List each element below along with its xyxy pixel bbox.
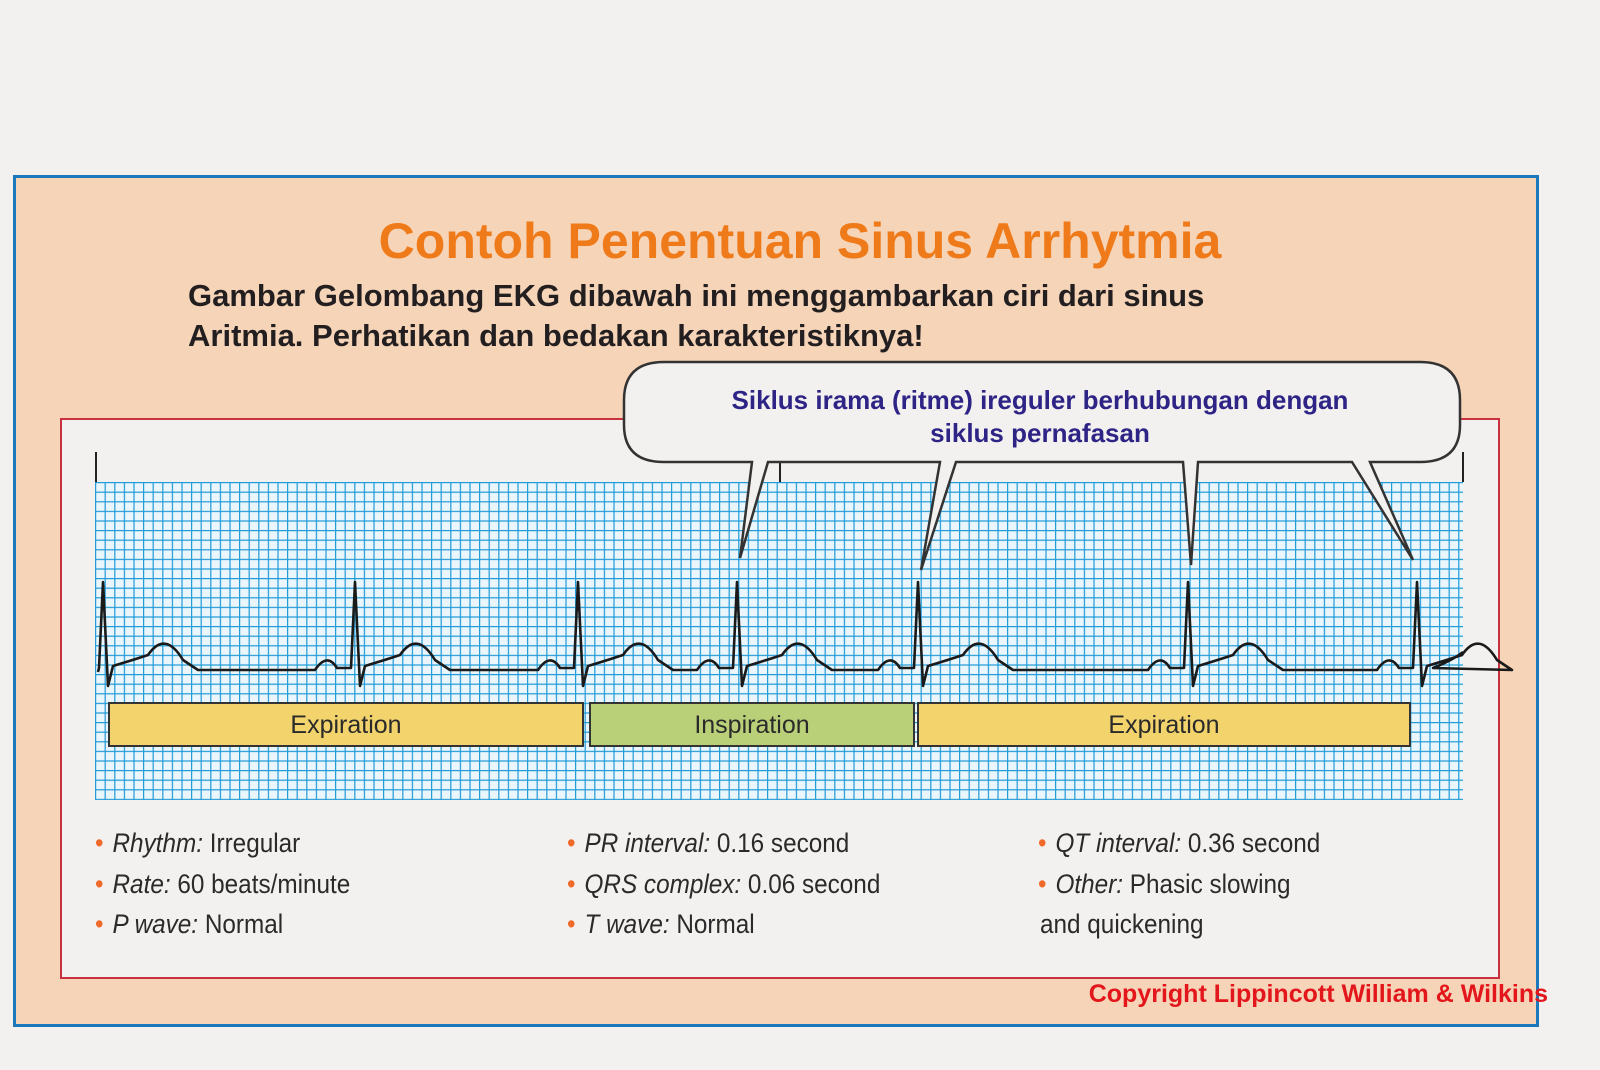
subtitle-line-1: Gambar Gelombang EKG dibawah ini menggambarkan ciri dari sinus xyxy=(188,278,1205,313)
char-key: Rhythm: xyxy=(112,828,203,858)
char-key: P wave: xyxy=(112,909,199,939)
phase-label: Expiration xyxy=(290,711,402,739)
char-qrs-complex: • QRS complex: 0.06 second xyxy=(567,869,881,899)
char-other: • Other: Phasic slowing xyxy=(1038,869,1291,899)
char-value: 0.16 second xyxy=(716,828,850,858)
char-key: Other: xyxy=(1055,869,1124,899)
char-rate: • Rate: 60 beats/minute xyxy=(95,869,351,899)
copyright: Copyright Lippincott William & Wilkins xyxy=(1088,980,1548,1008)
char-rhythm: • Rhythm: Irregular xyxy=(95,828,301,858)
page-title: Contoh Penentuan Sinus Arrhytmia xyxy=(378,213,1222,269)
char-other-continued: and quickening xyxy=(1040,909,1204,939)
ecg-grid xyxy=(95,482,1463,800)
callout-line-2: siklus pernafasan xyxy=(930,418,1150,448)
char-value: 0.36 second xyxy=(1187,828,1321,858)
char-p-wave: • P wave: Normal xyxy=(95,909,284,939)
char-key: T wave: xyxy=(584,909,670,939)
char-value: Normal xyxy=(204,909,284,939)
char-key: Rate: xyxy=(112,869,171,899)
char-value: 0.06 second xyxy=(747,869,881,899)
char-t-wave: • T wave: Normal xyxy=(567,909,755,939)
phase-label: Inspiration xyxy=(694,711,810,739)
subtitle-line-2: Aritmia. Perhatikan dan bedakan karakteristiknya! xyxy=(188,318,924,353)
char-pr-interval: • PR interval: 0.16 second xyxy=(567,828,850,858)
char-key: PR interval: xyxy=(584,828,711,858)
char-key: QT interval: xyxy=(1055,828,1182,858)
char-value: Irregular xyxy=(209,828,301,858)
char-key: QRS complex: xyxy=(584,869,742,899)
char-qt-interval: • QT interval: 0.36 second xyxy=(1038,828,1321,858)
char-value: 60 beats/minute xyxy=(177,869,351,899)
char-value: Normal xyxy=(676,909,755,939)
callout-text xyxy=(640,384,1440,450)
callout-line-1: Siklus irama (ritme) ireguler berhubungan dengan xyxy=(731,385,1349,415)
phase-label: Expiration xyxy=(1108,711,1220,739)
char-value: Phasic slowing xyxy=(1129,869,1291,899)
